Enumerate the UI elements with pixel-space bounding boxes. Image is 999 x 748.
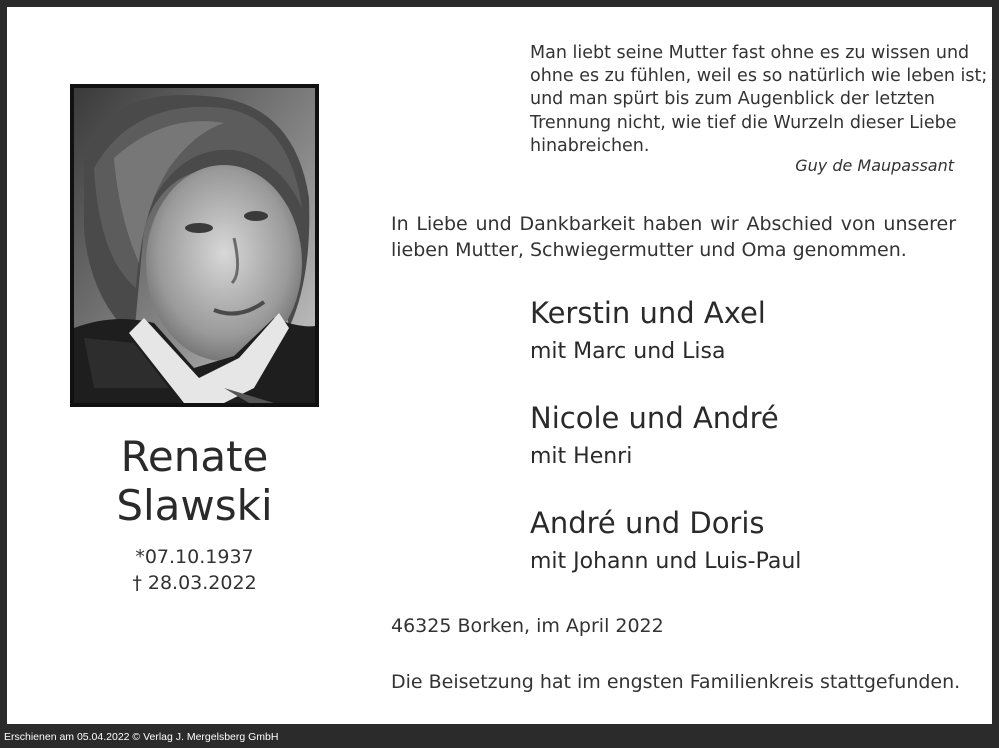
- burial-note: Die Beisetzung hat im engsten Familienkreis stattgefunden.: [391, 671, 961, 693]
- place-date: 46325 Borken, im April 2022: [391, 615, 664, 637]
- family-name: Nicole und André: [530, 401, 779, 435]
- birth-date: *07.10.1937: [135, 546, 254, 568]
- death-date: † 28.03.2022: [132, 572, 257, 594]
- family-children: mit Johann und Luis-Paul: [530, 549, 802, 574]
- publication-footer: Erschienen am 05.04.2022 © Verlag J. Mergelsberg GmbH: [4, 731, 279, 743]
- family-children: mit Marc und Lisa: [530, 339, 726, 364]
- portrait-photo: [70, 84, 319, 407]
- deceased-first-name: Renate: [120, 432, 269, 481]
- quote-line: Trennung nicht, wie tief die Wurzeln dieser Liebe: [530, 112, 957, 133]
- family-name: Kerstin und Axel: [530, 296, 766, 330]
- intro-text: In Liebe und Dankbarkeit haben wir Abschied von unserer lieben Mutter, Schwiegermutter und Oma genommen.: [391, 213, 956, 261]
- quote-author: Guy de Maupassant: [795, 156, 954, 175]
- quote-text: [530, 42, 988, 158]
- quote-line: Man liebt seine Mutter fast ohne es zu wissen und: [530, 43, 970, 63]
- family-name: André und Doris: [530, 506, 765, 540]
- quote-line: hinabreichen.: [530, 135, 650, 156]
- quote-line: und man spürt bis zum Augenblick der letzten: [530, 89, 935, 110]
- quote-line: ohne es zu fühlen, weil es so natürlich wie leben ist;: [530, 66, 988, 87]
- family-children: mit Henri: [530, 444, 633, 469]
- deceased-last-name: Slawski: [116, 481, 273, 530]
